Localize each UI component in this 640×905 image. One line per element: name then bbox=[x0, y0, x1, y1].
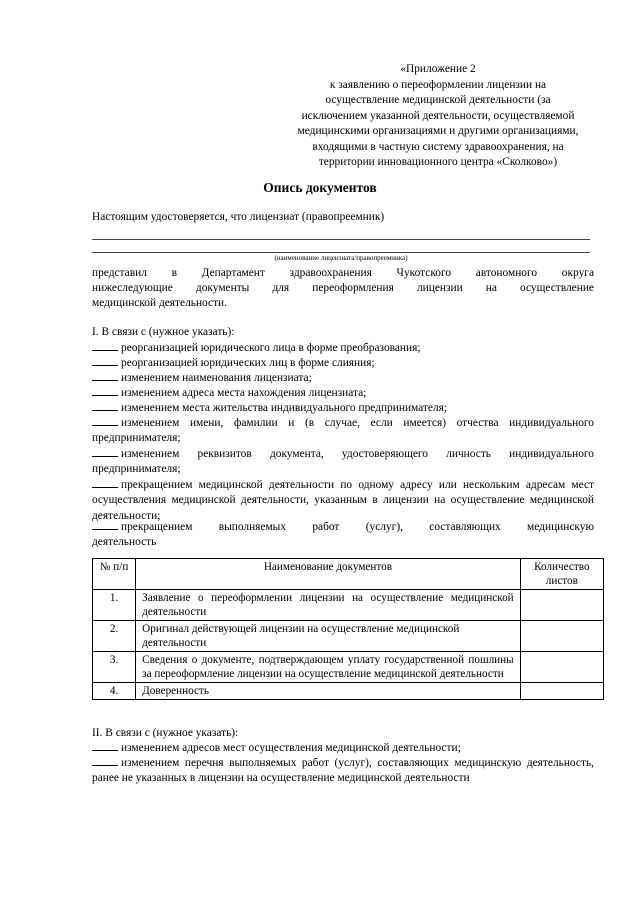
checkbox-blank[interactable] bbox=[92, 447, 118, 457]
appendix-line: к заявлению о переоформлении лицензии на bbox=[329, 78, 547, 91]
appendix-line: осуществление медицинской деятельности (за bbox=[325, 94, 551, 106]
row-count[interactable] bbox=[520, 621, 603, 652]
item-text: изменением адресов мест осуществления медицинской деятельности; bbox=[121, 742, 461, 754]
section1-item bbox=[92, 520, 594, 551]
header-count: Количество листов bbox=[520, 559, 603, 590]
item-text: реорганизацией юридических лиц в форме слияния; bbox=[121, 357, 375, 369]
header-name: Наименование документов bbox=[136, 559, 521, 590]
row-name: Доверенность bbox=[136, 683, 521, 700]
licensee-name-line[interactable] bbox=[92, 239, 590, 240]
item-text: реорганизацией юридического лица в форме преобразования; bbox=[121, 342, 421, 354]
presented-line: медицинской деятельности. bbox=[92, 297, 227, 309]
table-row bbox=[93, 652, 604, 683]
section2-heading: II. В связи с (нужное указать): bbox=[92, 727, 239, 739]
row-num: 1. bbox=[93, 590, 136, 621]
checkbox-blank[interactable] bbox=[92, 756, 118, 766]
checkbox-blank[interactable] bbox=[92, 741, 118, 751]
item-text: изменением адреса места нахождения лицензиата; bbox=[121, 387, 367, 399]
section1-item bbox=[92, 341, 594, 356]
item-text: прекращением выполняемых работ (услуг), составляющих медицинскую деятельность bbox=[92, 521, 594, 549]
table-row bbox=[93, 621, 604, 652]
table-header-row bbox=[93, 559, 604, 590]
intro-text: Настоящим удостоверяется, что лицензиат (правопреемник) bbox=[92, 211, 385, 223]
row-name: Заявление о переоформлении лицензии на осуществление медицинской деятельности bbox=[136, 590, 521, 621]
section2-item bbox=[92, 756, 594, 787]
item-text: прекращением медицинской деятельности по одному адресу или нескольким адресам мест осуществления медицинской деятельности, указанным в лицензии на осуществление медицинской деятельности; bbox=[92, 479, 594, 522]
presented-line: представил в Департамент здравоохранения Чукотского автономного округа bbox=[92, 267, 594, 279]
row-num: 2. bbox=[93, 621, 136, 652]
section1-item bbox=[92, 386, 594, 401]
appendix-header bbox=[268, 62, 608, 171]
checkbox-blank[interactable] bbox=[92, 386, 118, 396]
section1-item bbox=[92, 416, 594, 447]
header-num: № п/п bbox=[93, 559, 136, 590]
section2-item bbox=[92, 741, 594, 756]
table-row bbox=[93, 590, 604, 621]
licensee-name-line[interactable] bbox=[92, 252, 590, 253]
item-text: изменением реквизитов документа, удостоверяющего личность индивидуального предпринимателя; bbox=[92, 448, 594, 476]
checkbox-blank[interactable] bbox=[92, 520, 118, 530]
row-name: Сведения о документе, подтверждающем уплату государственной пошлины за переоформление лицензии на осуществление медицинской деятельности bbox=[136, 652, 521, 683]
appendix-line: территории инновационного центра «Сколково») bbox=[318, 156, 558, 168]
checkbox-blank[interactable] bbox=[92, 356, 118, 366]
item-text: изменением перечня выполняемых работ (услуг), составляющих медицинскую деятельность, ранее не указанных в лицензии на осуществление медицинской деятельности bbox=[92, 757, 594, 785]
appendix-line: входящими в частную систему здравоохранения, на bbox=[312, 140, 564, 153]
item-text: изменением наименования лицензиата; bbox=[121, 372, 312, 384]
row-name: Оригинал действующей лицензии на осуществление медицинской деятельности bbox=[136, 621, 521, 652]
checkbox-blank[interactable] bbox=[92, 401, 118, 411]
appendix-line: медицинскими организациями и другими организациями, bbox=[297, 125, 579, 137]
appendix-line: «Приложение 2 bbox=[400, 63, 476, 75]
row-count[interactable] bbox=[520, 590, 603, 621]
section1-item bbox=[92, 447, 594, 478]
checkbox-blank[interactable] bbox=[92, 478, 118, 488]
document-title: Опись документов bbox=[263, 180, 377, 195]
row-num: 3. bbox=[93, 652, 136, 683]
row-count[interactable] bbox=[520, 652, 603, 683]
section1-item bbox=[92, 401, 594, 416]
section1-item bbox=[92, 478, 594, 524]
appendix-line: исключением указанной деятельности, осуществляемой bbox=[301, 109, 575, 122]
row-num: 4. bbox=[93, 683, 136, 700]
section1-heading: I. В связи с (нужное указать): bbox=[92, 326, 235, 338]
item-text: изменением имени, фамилии и (в случае, если имеется) отчества индивидуального предпринимателя; bbox=[92, 417, 594, 445]
checkbox-blank[interactable] bbox=[92, 371, 118, 381]
table-row bbox=[93, 683, 604, 700]
section1-item bbox=[92, 371, 594, 386]
documents-table bbox=[92, 558, 604, 700]
row-count[interactable] bbox=[520, 683, 603, 700]
checkbox-blank[interactable] bbox=[92, 341, 118, 351]
checkbox-blank[interactable] bbox=[92, 416, 118, 426]
licensee-caption: (наименование лицензиата/правопреемника) bbox=[274, 254, 408, 262]
presented-line: нижеследующие документы для переоформления лицензии на осуществление bbox=[92, 282, 594, 294]
section1-item bbox=[92, 356, 594, 371]
item-text: изменением места жительства индивидуального предпринимателя; bbox=[121, 402, 448, 414]
